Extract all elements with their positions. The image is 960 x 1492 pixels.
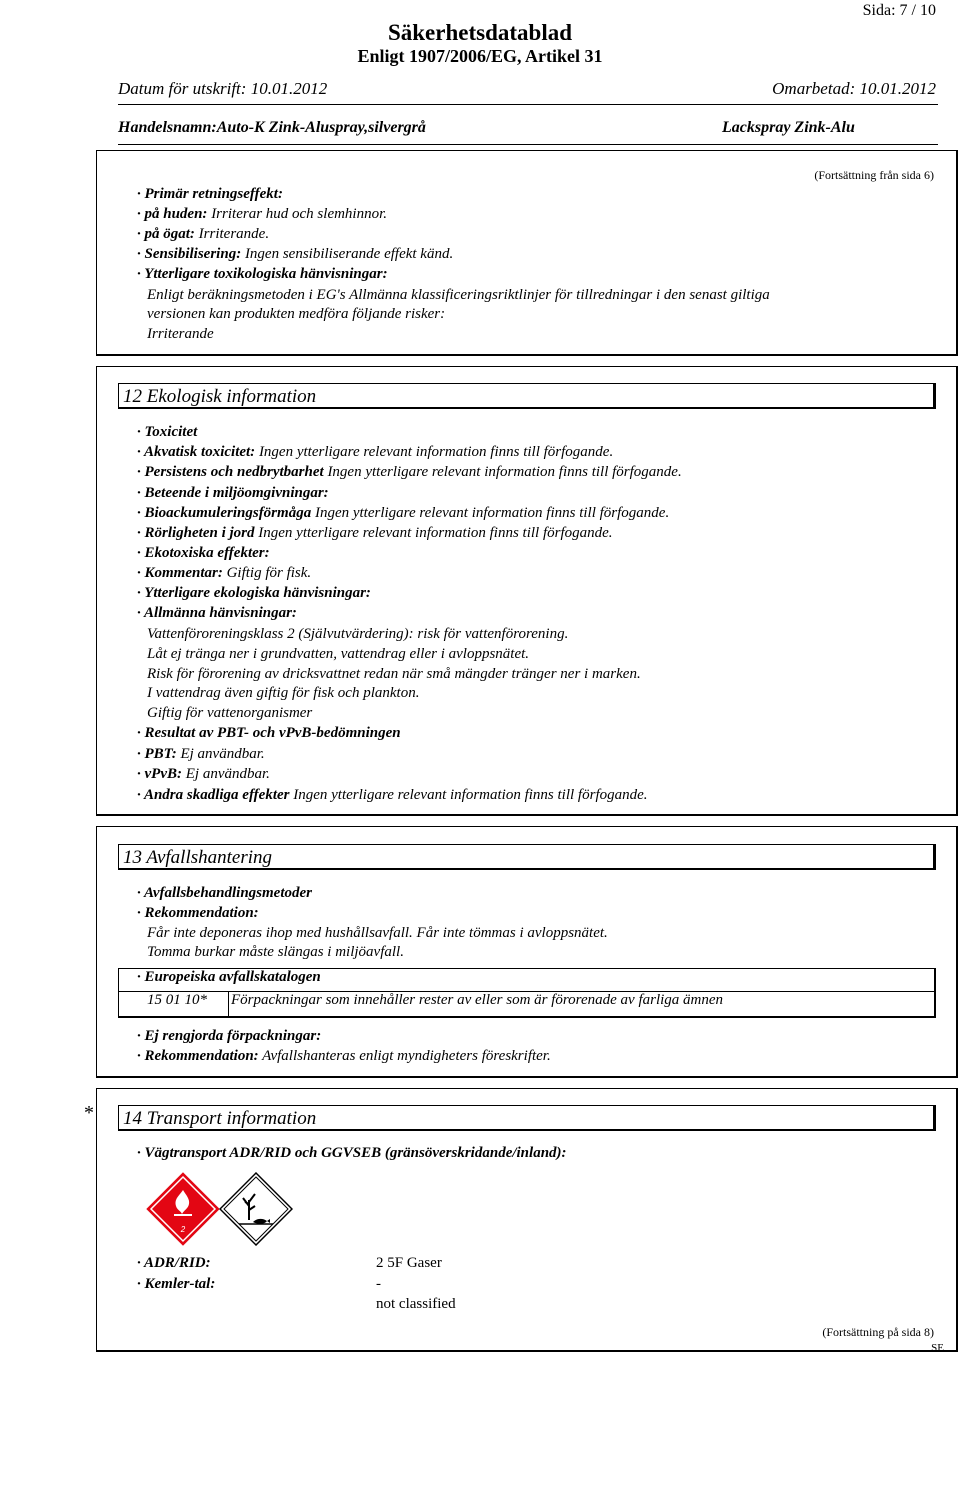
kemler-label-cell: [137, 1276, 215, 1293]
header-divider: [118, 104, 938, 105]
recommendation-2: [137, 1048, 551, 1065]
continued-to: (Fortsättning på sida 8): [822, 1325, 934, 1339]
section-12-heading: 12 Ekologisk information: [118, 383, 936, 409]
bioaccumulation: [137, 505, 669, 522]
waste-code: 15 01 10*: [147, 992, 207, 1008]
change-marker: *: [84, 1102, 94, 1124]
pbt-label: · PBT:: [137, 746, 177, 762]
mobility-label: · Rörligheten i jord: [137, 525, 255, 541]
rec2-value: Avfallshanteras enligt myndigheters föreskrifter.: [258, 1048, 551, 1064]
pbt-result-label: · Resultat av PBT- och vPvB-bedömningen: [137, 725, 401, 741]
trade-name: Handelsnamn:Auto-K Zink-Aluspray,silvergrå: [118, 119, 426, 136]
persistence: [137, 464, 682, 481]
pictogram-class-number: 2: [180, 1225, 186, 1234]
primary-effect-label: · Primär retningseffekt:: [137, 186, 283, 202]
pbt: [137, 746, 265, 763]
general-note: Vattenföroreningsklass 2 (Självutvärdering): risk för vattenförorening.: [147, 626, 569, 642]
sens-value: Ingen sensibiliserande effekt känd.: [241, 246, 454, 262]
skin-value: Irriterar hud och slemhinnor.: [207, 206, 388, 222]
section-13-heading: 13 Avfallshantering: [118, 844, 936, 870]
general-note: Giftig för vattenorganismer: [147, 705, 313, 721]
table-column-divider: [228, 991, 229, 1016]
general-notes-label: · Allmänna hänvisningar:: [137, 605, 297, 621]
skin-effect: [137, 206, 387, 223]
pbt-value: Ej användbar.: [176, 746, 265, 762]
toxicity-label: · Toxicitet: [137, 424, 198, 440]
vpvb-value: Ej användbar.: [181, 766, 270, 782]
other-effects: [137, 787, 648, 804]
country-code: SE: [931, 1342, 944, 1354]
continued-from: (Fortsättning från sida 6): [814, 168, 934, 182]
recommendation-label: · Rekommendation:: [137, 905, 259, 921]
persist-value: Ingen ytterligare relevant information finns till förfogande.: [323, 464, 682, 480]
adr-label: · ADR/RID:: [137, 1255, 211, 1271]
comment-label: · Kommentar:: [137, 565, 223, 581]
header-divider-2: [118, 144, 938, 145]
document-subtitle: Enligt 1907/2006/EG, Artikel 31: [357, 46, 603, 66]
persist-label: · Persistens och nedbrytbarhet: [137, 464, 324, 480]
flame-base-line: [174, 1214, 192, 1216]
kemler-value-2: not classified: [376, 1296, 456, 1312]
eye-value: Irriterande.: [194, 226, 270, 242]
further-tox-line-1: Enligt beräkningsmetoden i EG's Allmänna klassificeringsriktlinjer för tillredningar i den senast giltiga: [147, 287, 770, 303]
other-value: Ingen ytterligare relevant information finns till förfogande.: [289, 787, 648, 803]
adr-rid-label-cell: [137, 1255, 211, 1272]
vpvb-label: · vPvB:: [137, 766, 182, 782]
comment-value: Giftig för fisk.: [222, 565, 312, 581]
aquatic-label: · Akvatisk toxicitet:: [137, 444, 256, 460]
general-note: Låt ej tränga ner i grundvatten, vattendrag eller i avloppsnätet.: [147, 646, 530, 662]
further-eco-label: · Ytterligare ekologiska hänvisningar:: [137, 585, 371, 601]
comment: [137, 565, 311, 582]
road-transport-label: · Vägtransport ADR/RID och GGVSEB (gränsöverskridande/inland):: [137, 1145, 567, 1161]
vpvb: [137, 766, 270, 783]
rec2-label: · Rekommendation:: [137, 1048, 259, 1064]
further-tox-line-2: versionen kan produkten medföra följande risker:: [147, 306, 446, 322]
bioacc-label: · Bioackumuleringsförmåga: [137, 505, 312, 521]
sensitization: [137, 246, 453, 263]
other-label: · Andra skadliga effekter: [137, 787, 290, 803]
bioacc-value: Ingen ytterligare relevant information finns till förfogande.: [311, 505, 670, 521]
eye-effect: [137, 226, 269, 243]
waste-methods-label: · Avfallsbehandlingsmetoder: [137, 885, 313, 901]
waste-catalog-label: · Europeiska avfallskatalogen: [137, 969, 321, 985]
waste-description: Förpackningar som innehåller rester av eller som är förorenade av farliga ämnen: [231, 992, 724, 1008]
kemler-value: -: [376, 1276, 381, 1292]
flammable-gas-pictogram: [146, 1172, 220, 1246]
environment-hazard-pictogram: [219, 1172, 293, 1246]
further-tox-line-3: Irriterande: [147, 326, 214, 342]
skin-label: · på huden:: [137, 206, 208, 222]
aquatic-value: Ingen ytterligare relevant information finns till förfogande.: [255, 444, 614, 460]
section-14-heading: 14 Transport information: [118, 1105, 936, 1131]
ecotox-label: · Ekotoxiska effekter:: [137, 545, 270, 561]
uncleaned-packaging-label: · Ej rengjorda förpackningar:: [137, 1028, 322, 1044]
recommendation-line-2: Tomma burkar måste slängas i miljöavfall.: [147, 944, 404, 960]
recommendation-line-1: Får inte deponeras ihop med hushållsavfall. Får inte tömmas i avloppsnätet.: [147, 925, 608, 941]
general-note: I vattendrag även giftig för fisk och plankton.: [147, 685, 420, 701]
soil-mobility: [137, 525, 613, 542]
sens-label: · Sensibilisering:: [137, 246, 242, 262]
general-note: Risk för förorening av dricksvattnet redan när små mängder tränger ner i marken.: [147, 666, 641, 682]
aquatic-toxicity: [137, 444, 613, 461]
behaviour-label: · Beteende i miljöomgivningar:: [137, 485, 329, 501]
print-date: Datum för utskrift: 10.01.2012: [118, 79, 328, 98]
adr-value: 2 5F Gaser: [376, 1255, 442, 1271]
page-number: Sida: 7 / 10: [862, 2, 936, 19]
eye-label: · på ögat:: [137, 226, 195, 242]
revised-date: Omarbetad: 10.01.2012: [772, 79, 936, 98]
product-name: Lackspray Zink-Alu: [722, 119, 855, 136]
kemler-label: · Kemler-tal:: [137, 1276, 216, 1292]
document-title: Säkerhetsdatablad: [387, 20, 573, 45]
further-tox-label: · Ytterligare toxikologiska hänvisningar:: [137, 266, 388, 282]
mobility-value: Ingen ytterligare relevant information finns till förfogande.: [254, 525, 613, 541]
